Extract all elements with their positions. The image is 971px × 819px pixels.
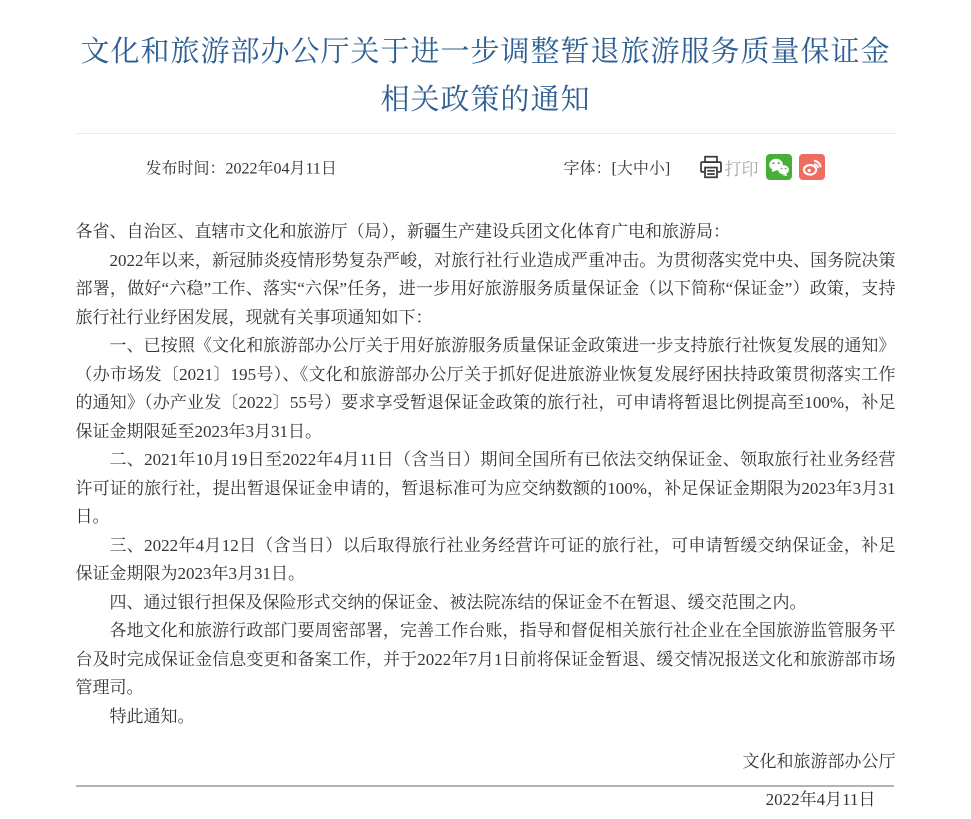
- paragraph-intro: 2022年以来，新冠肺炎疫情形势复杂严峻，对旅行社行业造成严重冲击。为贯彻落实党中央、国务院决策部署，做好“六稳”工作、落实“六保”任务，进一步用好旅游服务质量保证金（以下简称“保证金”）政策，支持旅行社行业纾困发展，现就有关事项通知如下：: [75, 250, 896, 327]
- weibo-share-icon: [799, 154, 825, 180]
- signature-date: 2022年4月11日: [765, 790, 876, 809]
- signature-name: 文化和旅游部办公厅: [742, 752, 896, 771]
- publish-time: [146, 156, 337, 179]
- page-title-line1: 文化和旅游部办公厅关于进一步调整暂退旅游服务质量保证金: [80, 36, 891, 68]
- font-size-medium-button[interactable]: 中: [632, 160, 649, 178]
- title-divider: [76, 133, 896, 134]
- wechat-share-button[interactable]: [766, 154, 792, 180]
- article-body: [76, 218, 896, 819]
- bottom-divider: [76, 785, 894, 787]
- paragraph-item-4: 四、通过银行担保及保险形式交纳的保证金、被法院冻结的保证金不在暂退、缓交范围之内。: [109, 592, 807, 612]
- weibo-share-button[interactable]: [799, 154, 825, 180]
- document-page: [76, 0, 896, 819]
- meta-bar: [76, 142, 896, 192]
- printer-icon: [698, 154, 724, 180]
- font-size-label: 字体：: [563, 160, 612, 178]
- paragraph-item-3: 三、2022年4月12日（含当日）以后取得旅行社业务经营许可证的旅行社，可申请暂缓交纳保证金，补足保证金期限为2023年3月31日。: [75, 535, 896, 583]
- font-size-large-button[interactable]: 大: [616, 160, 633, 178]
- signature-block: [76, 743, 896, 819]
- paragraph-deployment: 各地文化和旅游行政部门要周密部署，完善工作台账，指导和督促相关旅行社企业在全国旅游监管服务平台及时完成保证金信息变更和备案工作，并于2022年7月1日前将保证金暂退、缓交情况报送文化和旅游部市场管理司。: [75, 621, 896, 697]
- wechat-share-icon: [766, 154, 792, 180]
- print-button-label: 打印: [724, 159, 759, 179]
- font-size-small-button[interactable]: 小: [648, 160, 665, 178]
- page-title-line2: 相关政策的通知: [380, 84, 591, 116]
- paragraph-item-1: 一、已按照《文化和旅游部办公厅关于用好旅游服务质量保证金政策进一步支持旅行社恢复发展的通知》（办市场发〔2021〕195号）、《文化和旅游部办公厅关于抓好促进旅游业恢复发展纾困扶持政策贯彻落实工作的通知》（办产业发〔2022〕55号）要求享受暂退保证金政策的旅行社，可申请将暂退比例提高至100%，补足保证金期限延至2023年3月31日。: [75, 336, 896, 441]
- paragraph-item-2: 二、2021年10月19日至2022年4月11日（含当日）期间全国所有已依法交纳保证金、领取旅行社业务经营许可证的旅行社，提出暂退保证金申请的，暂退标准可为应交纳数额的100%，补足保证金期限为2023年3月31日。: [75, 450, 896, 526]
- font-size-bracket-open: [: [611, 160, 617, 178]
- print-button[interactable]: [698, 154, 759, 180]
- share-toolbar: [698, 154, 825, 180]
- publish-time-value: 2022年04月11日: [225, 160, 337, 178]
- publish-time-label: 发布时间：: [145, 160, 226, 178]
- font-size-bracket-close: ]: [664, 160, 671, 178]
- paragraph-closing: 特此通知。: [109, 706, 195, 726]
- salutation: 各省、自治区、直辖市文化和旅游厅（局），新疆生产建设兵团文化体育广电和旅游局：: [75, 222, 730, 241]
- page-title: [76, 0, 896, 124]
- font-size-control: [564, 156, 671, 179]
